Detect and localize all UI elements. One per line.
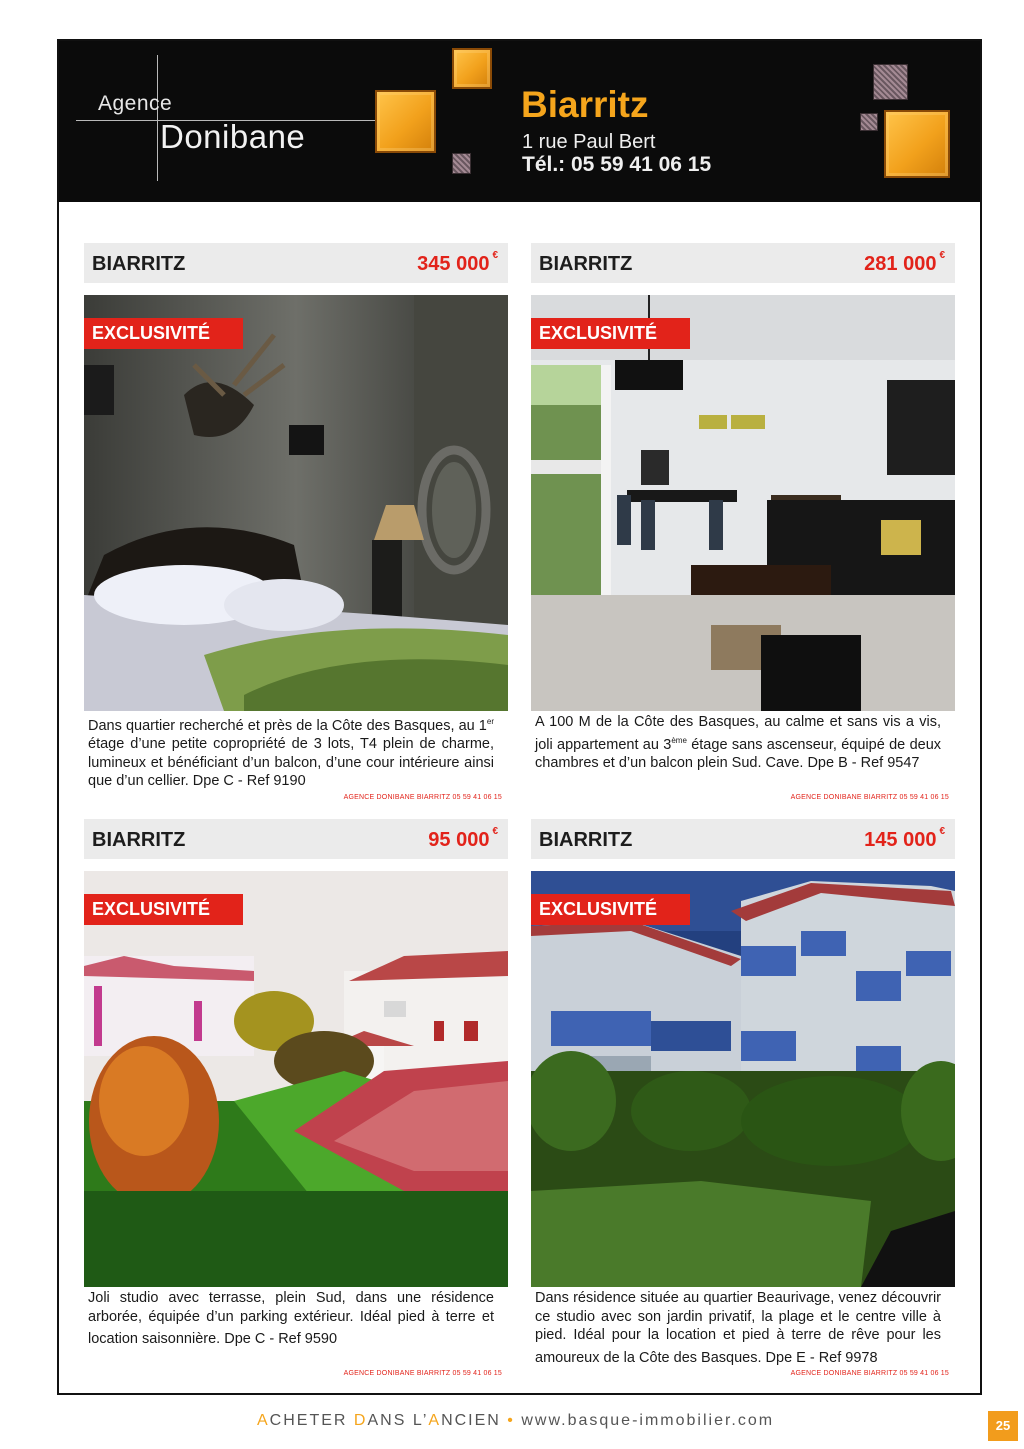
decor-orange-square <box>884 110 950 178</box>
exclusive-badge: EXCLUSIVITÉ <box>531 894 690 925</box>
listing-photo-residence[interactable] <box>531 871 955 1287</box>
listing-city: BIARRITZ <box>539 829 633 851</box>
logo-vertical-line <box>157 55 158 181</box>
agency-contact-note: AGENCE DONIBANE BIARRITZ 05 59 41 06 15 <box>790 1370 949 1377</box>
agency-city: Biarritz <box>521 84 649 125</box>
decor-orange-square <box>452 48 492 89</box>
listing-price: 145 000 € <box>864 826 945 851</box>
listing-description: Dans quartier recherché et près de la Côte des Basques, au 1er étage d’une petite copropriété de 3 lots, T4 plein de charme, lumineux et bénéficiant d’un balcon, d’une cour intérieure ainsi que d’un cellier. Dpe C - Ref 9190 <box>88 717 494 790</box>
listing-description: Joli studio avec terrasse, plein Sud, dans une résidence arborée, équipée d’un parking extérieur. Idéal pied à terre et location saisonnière. Dpe C - Ref 9590 <box>88 1290 494 1347</box>
page-number: 25 <box>988 1411 1018 1441</box>
listing-description: Dans résidence située au quartier Beaurivage, venez découvrir ce studio avec son jardin privatif, la plage et le centre ville à pied. Idéal pour la location et pied à terre de rêve pour les amoureux de la Côte des Basques. Dpe E - Ref 9978 <box>535 1290 941 1366</box>
listing-photo-bedroom[interactable] <box>84 295 508 711</box>
listing-city: BIARRITZ <box>539 253 633 275</box>
logo-donibane-text: Donibane <box>160 118 306 155</box>
footer-website-link[interactable]: www.basque-immobilier.com <box>521 1412 775 1429</box>
listing-photo-garden-view[interactable] <box>84 871 508 1287</box>
agency-address: 1 rue Paul Bert <box>522 131 656 153</box>
exclusive-badge: EXCLUSIVITÉ <box>531 318 690 349</box>
agency-contact-note: AGENCE DONIBANE BIARRITZ 05 59 41 06 15 <box>343 1370 502 1377</box>
listing-header-bar <box>531 243 955 283</box>
decor-grey-square <box>873 64 908 100</box>
listing-photo-living-room[interactable] <box>531 295 955 711</box>
listing-price: 345 000 € <box>417 250 498 275</box>
listing-header-bar <box>531 819 955 859</box>
listing-city: BIARRITZ <box>92 829 186 851</box>
listing-price: 95 000 € <box>428 826 498 851</box>
logo-agence-text: Agence <box>98 92 173 115</box>
listing-header-bar <box>84 819 508 859</box>
decor-grey-square <box>452 153 471 174</box>
agency-contact-note: AGENCE DONIBANE BIARRITZ 05 59 41 06 15 <box>790 794 949 801</box>
decor-grey-square <box>860 113 878 131</box>
listing-city: BIARRITZ <box>92 253 186 275</box>
agency-phone: Tél.: 05 59 41 06 15 <box>522 153 712 176</box>
decor-orange-square <box>375 90 436 153</box>
agency-contact-note: AGENCE DONIBANE BIARRITZ 05 59 41 06 15 <box>343 794 502 801</box>
listing-description: A 100 M de la Côte des Basques, au calme et sans vis a vis, joli appartement au 3ème étage sans ascenseur, équipé de deux chambres et d’un balcon plein Sud. Cave. Dpe B - Ref 9547 <box>535 714 942 771</box>
listing-header-bar <box>84 243 508 283</box>
listing-price: 281 000 € <box>864 250 945 275</box>
footer-tagline: ACHETER DANS L’ANCIEN • www.basque-immobilier.com <box>257 1412 775 1429</box>
exclusive-badge: EXCLUSIVITÉ <box>84 894 243 925</box>
exclusive-badge: EXCLUSIVITÉ <box>84 318 243 349</box>
